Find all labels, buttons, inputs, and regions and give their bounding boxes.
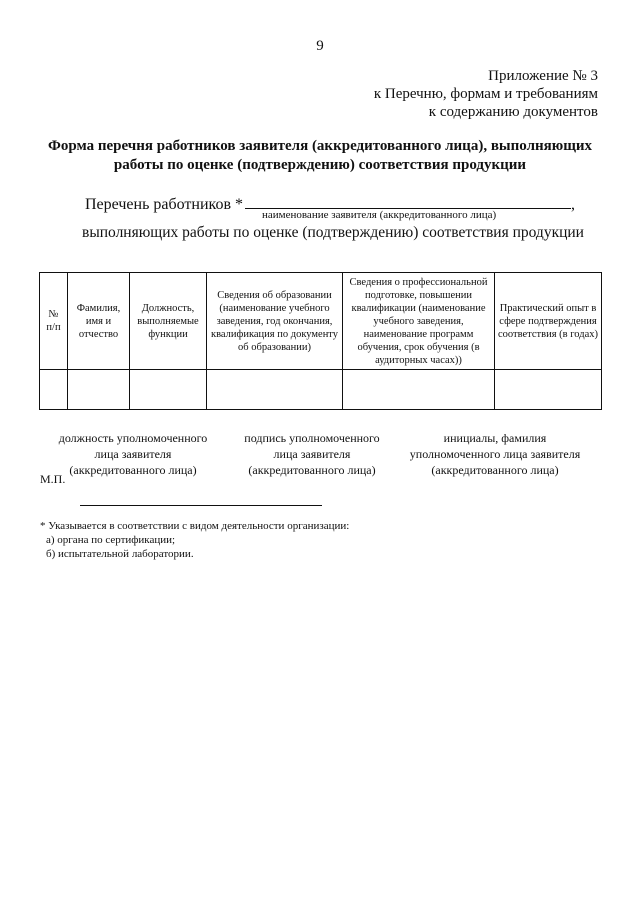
form-title-line-2: работы по оценке (подтверждению) соответствия продукции	[113, 157, 527, 173]
header-experience: Практический опыт в сфере подтверждения соответствия (в годах)	[495, 273, 602, 370]
footnote-line-2: а) органа по сертификации;	[46, 534, 176, 546]
table-cell[interactable]	[495, 370, 602, 410]
header-full-name: Фамилия, имя и отчество	[68, 273, 130, 370]
annex-line-2: к Перечню, формам и требованиям	[373, 86, 598, 102]
table-cell[interactable]	[40, 370, 68, 410]
list-header-line-2: выполняющих работы по оценке (подтверждению) соответствия продукции	[82, 224, 584, 241]
signature-sign-line-3: (аккредитованного лица)	[248, 463, 376, 477]
signature-position-line-2: лица заявителя	[94, 447, 172, 461]
header-education: Сведения об образовании (наименование учебного заведения, год окончания, квалификация по документу об образовании)	[207, 273, 343, 370]
annex-heading	[374, 67, 598, 121]
signature-sign-line-2: лица заявителя	[273, 447, 351, 461]
signature-initials-line-1: инициалы, фамилия	[443, 431, 547, 445]
table-cell[interactable]	[343, 370, 495, 410]
annex-line-1: Приложение № 3	[488, 68, 598, 84]
form-title	[40, 137, 600, 175]
signature-position-line-3: (аккредитованного лица)	[69, 463, 197, 477]
footnote	[40, 519, 349, 561]
employees-table	[39, 272, 602, 410]
applicant-name-hint: наименование заявителя (аккредитованного лица)	[262, 209, 497, 221]
list-suffix: ,	[571, 196, 576, 213]
signature-initials-label	[405, 430, 585, 478]
signature-line	[80, 505, 322, 506]
signature-initials-line-2: уполномоченного лица заявителя	[409, 447, 581, 461]
footnote-line-3: б) испытательной лаборатории.	[46, 548, 194, 560]
stamp-place-label: М.П.	[40, 472, 66, 486]
annex-line-3: к содержанию документов	[428, 104, 598, 120]
form-title-line-1: Форма перечня работников заявителя (аккредитованного лица), выполняющих	[47, 138, 593, 154]
list-prefix: Перечень работников *	[85, 196, 244, 213]
header-training: Сведения о профессиональной подготовке, повышении квалификации (наименование учебного заведения, наименование программ обучения, срок обучения (в аудиторных часах))	[343, 273, 495, 370]
signature-sign-label	[232, 430, 392, 478]
table-header-row	[40, 273, 602, 370]
signature-sign-line-1: подпись уполномоченного	[244, 431, 380, 445]
signature-position-label	[48, 430, 218, 478]
header-number: № п/п	[40, 273, 68, 370]
table-cell[interactable]	[207, 370, 343, 410]
table-row	[40, 370, 602, 410]
signature-initials-line-3: (аккредитованного лица)	[431, 463, 559, 477]
page-number: 9	[316, 38, 324, 54]
header-position: Должность, выполняемые функции	[130, 273, 207, 370]
table-cell[interactable]	[130, 370, 207, 410]
footnote-line-1: * Указывается в соответствии с видом деятельности организации:	[40, 520, 350, 532]
signature-position-line-1: должность уполномоченного	[58, 431, 208, 445]
applicant-name-blank[interactable]	[245, 192, 571, 209]
table-cell[interactable]	[68, 370, 130, 410]
